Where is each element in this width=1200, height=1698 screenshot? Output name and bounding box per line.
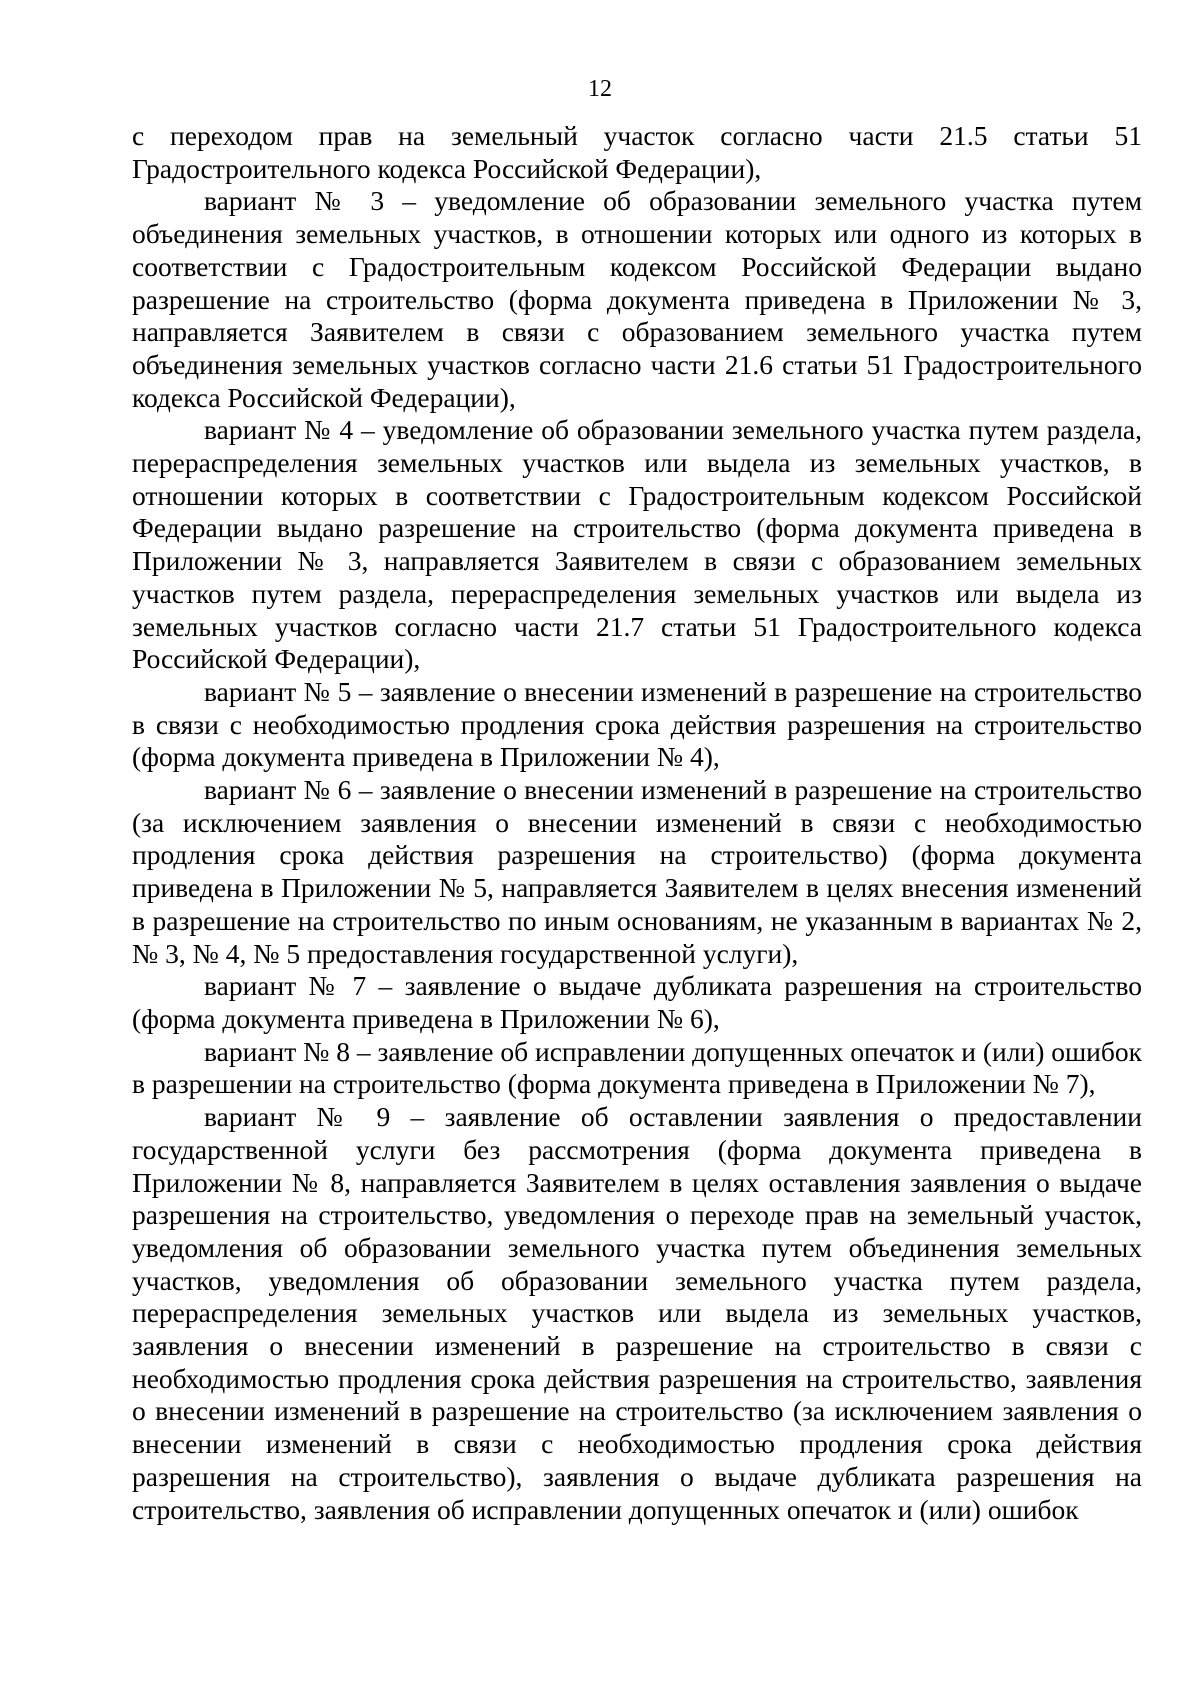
paragraph-variant-9: вариант № 9 – заявление об оставлении заявления о предоставлении государственной услуги без рассмотрения (форма документа приведена в Приложении № 8, направляется Заявителем в целях оставления заявления о выдаче разрешения на строительство, уведомления о переходе прав на земельный участок, уведомления об образовании земельного участка путем объединения земельных участков, уведомления об образовании земельного участка путем раздела, перераспределения земельных участков или выдела из земельных участков, заявления о внесении изменений в разрешение на строительство в связи с необходимостью продления срока действия разрешения на строительство, заявления о внесении изменений в разрешение на строительство (за исключением заявления о внесении изменений в связи с необходимостью продления срока действия разрешения на строительство), заявления о выдаче дубликата разрешения на строительство, заявления об исправлении допущенных опечаток и (или) ошибок — [132, 1101, 1142, 1525]
page-number: 12 — [588, 76, 612, 102]
paragraph-variant-8: вариант № 8 – заявление об исправлении допущенных опечаток и (или) ошибок в разрешении на строительство (форма документа приведена в Приложении № 7), — [132, 1035, 1142, 1100]
paragraph-variant-6: вариант № 6 – заявление о внесении изменений в разрешение на строительство (за исключением заявления о внесении изменений в связи с необходимостью продления срока действия разрешения на строительство) (форма документа приведена в Приложении № 5, направляется Заявителем в целях внесения изменений в разрешение на строительство по иным основаниям, не указанным в вариантах № 2, № 3, № 4, № 5 предоставления государственной услуги), — [132, 774, 1142, 969]
paragraph-continuation: с переходом прав на земельный участок согласно части 21.5 статьи 51 Градостроительного кодекса Российской Федерации), — [132, 120, 1142, 184]
paragraph-variant-3: вариант № 3 – уведомление об образовании земельного участка путем объединения земельных участков, в отношении которых или одного из которых в соответствии с Градостроительным кодексом Российской Федерации выдано разрешение на строительство (форма документа приведена в Приложении № 3, направляется Заявителем в связи с образованием земельного участка путем объединения земельных участков согласно части 21.6 статьи 51 Градостроительного кодекса Российской Федерации), — [132, 185, 1142, 413]
document-body — [132, 120, 1142, 1526]
paragraph-variant-7: вариант № 7 – заявление о выдаче дубликата разрешения на строительство (форма документа приведена в Приложении № 6), — [132, 970, 1142, 1034]
paragraph-variant-5: вариант № 5 – заявление о внесении изменений в разрешение на строительство в связи с необходимостью продления срока действия разрешения на строительство (форма документа приведена в Приложении № 4), — [132, 675, 1142, 773]
paragraph-variant-4: вариант № 4 – уведомление об образовании земельного участка путем раздела, перераспределения земельных участков или выдела из земельных участков, в отношении которых в соответствии с Градостроительным кодексом Российской Федерации выдано разрешение на строительство (форма документа приведена в Приложении № 3, направляется Заявителем в связи с образованием земельных участков путем раздела, перераспределения земельных участков или выдела из земельных участков согласно части 21.7 статьи 51 Градостроительного кодекса Российской Федерации), — [132, 414, 1142, 675]
